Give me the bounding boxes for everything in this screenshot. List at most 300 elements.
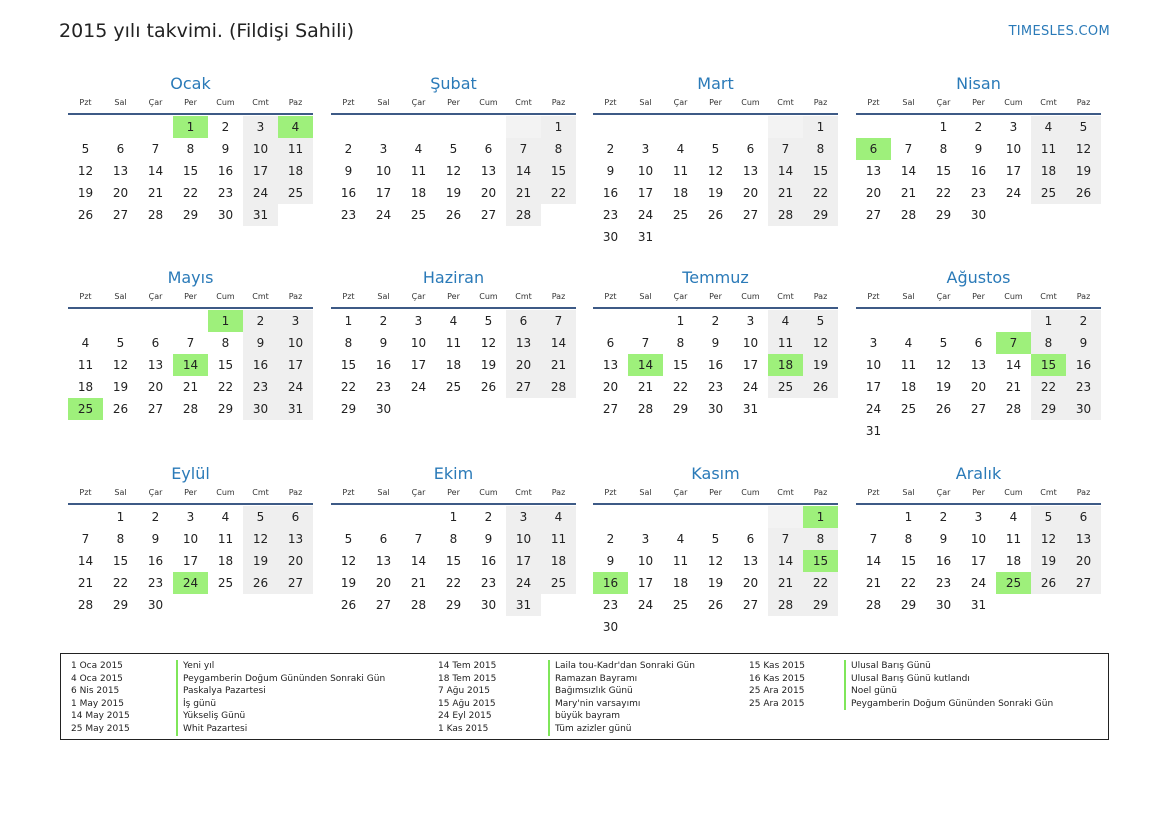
holiday-day-cell: 1 <box>208 310 243 332</box>
empty-cell <box>628 506 663 528</box>
day-cell: 4 <box>676 532 685 546</box>
day-cell: 8 <box>221 336 230 350</box>
weekday-label: Cmt <box>1040 292 1057 301</box>
day-cell: 10 <box>375 164 392 178</box>
weekday-label: Cum <box>1004 292 1023 301</box>
day-cell: 20 <box>506 354 541 376</box>
day-cell: 11 <box>900 358 917 372</box>
day-cell: 13 <box>970 358 987 372</box>
legend-date: 25 Ara 2015 <box>749 698 805 709</box>
day-cell: 29 <box>803 204 838 226</box>
day-cell: 25 <box>672 208 689 222</box>
weekday-label: Per <box>184 292 197 301</box>
day-cell: 12 <box>77 164 94 178</box>
day-cell: 13 <box>1066 528 1101 550</box>
holiday-day-cell: 15 <box>1031 354 1066 376</box>
day-cell: 17 <box>637 186 654 200</box>
day-cell: 10 <box>637 554 654 568</box>
day-cell: 4 <box>768 310 803 332</box>
day-cell: 3 <box>243 116 278 138</box>
day-cell: 21 <box>182 380 199 394</box>
weekday-label: Cmt <box>515 488 532 497</box>
empty-cell <box>698 506 733 528</box>
day-cell: 28 <box>541 376 576 398</box>
day-cell: 20 <box>480 186 497 200</box>
legend-dates-col-1 <box>71 660 130 736</box>
day-cell: 30 <box>147 598 164 612</box>
day-cell: 11 <box>410 164 427 178</box>
weekday-label: Çar <box>936 488 951 497</box>
day-cell: 19 <box>112 380 129 394</box>
day-cell: 5 <box>81 142 90 156</box>
day-cell: 1 <box>676 314 685 328</box>
day-cell: 26 <box>1066 182 1101 204</box>
weekday-label: Per <box>709 292 722 301</box>
empty-cell <box>173 310 208 332</box>
month-7 <box>593 266 838 420</box>
weekday-label: Paz <box>1076 488 1091 497</box>
weekday-label: Pzt <box>604 98 617 107</box>
weekday-label: Sal <box>902 98 915 107</box>
weekday-label: Pzt <box>867 488 880 497</box>
holiday-day-cell: 1 <box>803 506 838 528</box>
day-cell: 22 <box>900 576 917 590</box>
legend-holiday-name: Yükseliş Günü <box>176 710 385 723</box>
legend-holiday-name: Peygamberin Doğum Gününden Sonraki Gün <box>844 698 1053 711</box>
day-cell: 16 <box>243 354 278 376</box>
weekday-label: Per <box>447 98 460 107</box>
day-cell: 2 <box>711 314 720 328</box>
weekday-label: Cum <box>479 292 498 301</box>
day-cell: 5 <box>449 142 458 156</box>
weekday-label: Sal <box>377 292 390 301</box>
day-cell: 13 <box>742 164 759 178</box>
day-cell: 19 <box>77 186 94 200</box>
month-10 <box>331 462 576 616</box>
day-cell: 26 <box>77 208 94 222</box>
header-divider <box>593 503 838 505</box>
empty-cell <box>856 116 891 138</box>
day-cell: 14 <box>410 554 427 568</box>
day-cell: 6 <box>746 532 755 546</box>
weekday-label: Çar <box>148 98 163 107</box>
day-cell: 30 <box>375 402 392 416</box>
weekday-label: Çar <box>936 98 951 107</box>
holiday-day-cell: 18 <box>768 354 803 376</box>
day-cell: 24 <box>742 380 759 394</box>
day-cell: 20 <box>865 186 882 200</box>
day-cell: 26 <box>340 598 357 612</box>
day-cell: 7 <box>414 532 423 546</box>
weekday-label: Pzt <box>342 98 355 107</box>
day-cell: 24 <box>865 402 882 416</box>
weekday-label: Sal <box>639 292 652 301</box>
weekday-label: Çar <box>411 98 426 107</box>
weekday-label: Sal <box>639 488 652 497</box>
day-cell: 27 <box>375 598 392 612</box>
day-cell: 6 <box>151 336 160 350</box>
legend-names-col-1 <box>176 660 385 736</box>
day-cell: 23 <box>1066 376 1101 398</box>
day-cell: 3 <box>1009 120 1018 134</box>
day-grid <box>593 116 838 248</box>
legend-date: 1 May 2015 <box>71 698 124 709</box>
day-cell: 1 <box>116 510 125 524</box>
day-cell: 23 <box>602 208 619 222</box>
day-grid <box>331 116 576 226</box>
day-cell: 13 <box>112 164 129 178</box>
day-cell: 30 <box>1066 398 1101 420</box>
day-cell: 19 <box>340 576 357 590</box>
day-cell: 9 <box>711 336 720 350</box>
weekday-label: Pzt <box>867 98 880 107</box>
day-cell: 2 <box>1066 310 1101 332</box>
day-cell: 9 <box>344 164 353 178</box>
day-cell: 16 <box>217 164 234 178</box>
day-cell: 17 <box>506 550 541 572</box>
day-cell: 10 <box>637 164 654 178</box>
day-cell: 10 <box>970 532 987 546</box>
month-name: Temmuz <box>682 268 749 287</box>
weekday-header <box>593 290 838 304</box>
day-cell: 8 <box>803 528 838 550</box>
day-cell: 7 <box>768 528 803 550</box>
day-cell: 12 <box>243 528 278 550</box>
day-cell: 27 <box>506 376 541 398</box>
weekday-label: Cum <box>741 292 760 301</box>
day-cell: 1 <box>904 510 913 524</box>
month-name: Haziran <box>422 268 485 287</box>
day-cell: 19 <box>480 358 497 372</box>
day-cell: 9 <box>379 336 388 350</box>
day-cell: 26 <box>803 376 838 398</box>
empty-cell <box>401 116 436 138</box>
day-cell: 3 <box>186 510 195 524</box>
day-cell: 15 <box>803 160 838 182</box>
day-cell: 23 <box>602 598 619 612</box>
legend-holiday-name: Mary'nin varsayımı <box>548 698 695 711</box>
day-cell: 20 <box>375 576 392 590</box>
day-cell: 18 <box>445 358 462 372</box>
day-cell: 7 <box>904 142 913 156</box>
day-cell: 17 <box>742 358 759 372</box>
day-cell: 25 <box>410 208 427 222</box>
legend-date: 1 Kas 2015 <box>438 723 489 734</box>
empty-cell <box>138 116 173 138</box>
month-2 <box>331 72 576 226</box>
day-cell: 6 <box>1066 506 1101 528</box>
day-cell: 2 <box>243 310 278 332</box>
day-cell: 25 <box>768 376 803 398</box>
day-cell: 11 <box>278 138 313 160</box>
day-cell: 27 <box>480 208 497 222</box>
day-cell: 29 <box>340 402 357 416</box>
day-cell: 7 <box>151 142 160 156</box>
day-cell: 14 <box>147 164 164 178</box>
weekday-label: Per <box>447 488 460 497</box>
day-cell: 6 <box>746 142 755 156</box>
day-cell: 29 <box>900 598 917 612</box>
day-cell: 11 <box>672 164 689 178</box>
weekday-label: Çar <box>673 292 688 301</box>
site-link[interactable]: TIMESLES.COM <box>1008 24 1110 39</box>
weekday-label: Cmt <box>777 488 794 497</box>
day-cell: 19 <box>707 576 724 590</box>
weekday-label: Per <box>709 98 722 107</box>
weekday-label: Cum <box>741 488 760 497</box>
day-cell: 22 <box>340 380 357 394</box>
legend-date: 14 Tem 2015 <box>438 661 497 671</box>
empty-cell <box>996 310 1031 332</box>
weekday-label: Pzt <box>342 488 355 497</box>
day-cell: 2 <box>379 314 388 328</box>
day-cell: 19 <box>1066 160 1101 182</box>
day-cell: 24 <box>410 380 427 394</box>
day-cell: 22 <box>445 576 462 590</box>
day-cell: 8 <box>939 142 948 156</box>
day-cell: 9 <box>939 532 948 546</box>
day-cell: 8 <box>116 532 125 546</box>
month-8 <box>856 266 1101 442</box>
weekday-label: Pzt <box>604 488 617 497</box>
day-cell: 3 <box>869 336 878 350</box>
day-cell: 15 <box>900 554 917 568</box>
legend-holiday-name: Bağımsızlık Günü <box>548 685 695 698</box>
day-cell: 30 <box>707 402 724 416</box>
day-cell: 15 <box>217 358 234 372</box>
day-grid <box>856 506 1101 616</box>
empty-cell <box>506 116 541 138</box>
day-cell: 2 <box>344 142 353 156</box>
legend-date: 14 May 2015 <box>71 711 130 722</box>
weekday-header <box>593 486 838 500</box>
day-cell: 19 <box>707 186 724 200</box>
legend-holiday-name: Ulusal Barış Günü <box>844 660 1053 673</box>
day-cell: 29 <box>182 208 199 222</box>
day-cell: 30 <box>970 208 987 222</box>
day-cell: 30 <box>243 398 278 420</box>
day-grid <box>856 116 1101 226</box>
day-cell: 16 <box>602 186 619 200</box>
holiday-day-cell: 14 <box>173 354 208 376</box>
weekday-label: Pzt <box>79 292 92 301</box>
day-cell: 13 <box>742 554 759 568</box>
weekday-label: Cum <box>479 488 498 497</box>
empty-cell <box>593 506 628 528</box>
day-cell: 18 <box>1005 554 1022 568</box>
day-cell: 12 <box>112 358 129 372</box>
weekday-header <box>68 96 313 110</box>
weekday-label: Cum <box>1004 488 1023 497</box>
month-5 <box>68 266 313 420</box>
day-cell: 18 <box>77 380 94 394</box>
day-cell: 8 <box>676 336 685 350</box>
empty-cell <box>628 116 663 138</box>
legend-date: 16 Kas 2015 <box>749 673 806 684</box>
holiday-day-cell: 14 <box>628 354 663 376</box>
day-cell: 28 <box>410 598 427 612</box>
day-cell: 12 <box>1066 138 1101 160</box>
day-cell: 8 <box>1031 332 1066 354</box>
day-cell: 10 <box>182 532 199 546</box>
empty-cell <box>961 310 996 332</box>
weekday-label: Cmt <box>252 292 269 301</box>
weekday-label: Cum <box>479 98 498 107</box>
day-cell: 20 <box>742 576 759 590</box>
day-cell: 25 <box>1031 182 1066 204</box>
legend-holiday-name: Yeni yıl <box>176 660 385 673</box>
day-cell: 23 <box>970 186 987 200</box>
day-cell: 14 <box>865 554 882 568</box>
day-cell: 25 <box>900 402 917 416</box>
day-cell: 26 <box>707 598 724 612</box>
empty-cell <box>856 506 891 528</box>
empty-cell <box>891 116 926 138</box>
day-cell: 21 <box>541 354 576 376</box>
weekday-label: Per <box>447 292 460 301</box>
day-cell: 9 <box>606 554 615 568</box>
weekday-label: Per <box>184 488 197 497</box>
day-cell: 14 <box>768 160 803 182</box>
empty-cell <box>68 310 103 332</box>
day-cell: 12 <box>1031 528 1066 550</box>
day-cell: 31 <box>970 598 987 612</box>
day-grid <box>593 310 838 420</box>
empty-cell <box>698 116 733 138</box>
day-cell: 27 <box>970 402 987 416</box>
day-cell: 17 <box>243 160 278 182</box>
day-cell: 13 <box>865 164 882 178</box>
day-cell: 21 <box>1005 380 1022 394</box>
day-cell: 5 <box>939 336 948 350</box>
empty-cell <box>768 506 803 528</box>
day-cell: 15 <box>340 358 357 372</box>
day-cell: 4 <box>541 506 576 528</box>
day-cell: 18 <box>900 380 917 394</box>
legend-holiday-name: Peygamberin Doğum Gününden Sonraki Gün <box>176 673 385 686</box>
day-grid <box>331 310 576 420</box>
weekday-label: Cmt <box>252 98 269 107</box>
month-name: Şubat <box>430 74 477 93</box>
month-1 <box>68 72 313 226</box>
legend-date: 15 Kas 2015 <box>749 661 806 671</box>
day-cell: 28 <box>77 598 94 612</box>
day-cell: 22 <box>803 182 838 204</box>
weekday-label: Per <box>972 292 985 301</box>
weekday-label: Cmt <box>515 98 532 107</box>
header-divider <box>68 307 313 309</box>
month-name: Nisan <box>956 74 1001 93</box>
weekday-label: Paz <box>551 98 566 107</box>
weekday-label: Paz <box>1076 98 1091 107</box>
month-name: Mart <box>697 74 734 93</box>
day-cell: 14 <box>541 332 576 354</box>
day-cell: 15 <box>672 358 689 372</box>
day-cell: 28 <box>900 208 917 222</box>
empty-cell <box>628 310 663 332</box>
weekday-label: Paz <box>551 292 566 301</box>
empty-cell <box>366 506 401 528</box>
empty-cell <box>331 116 366 138</box>
day-cell: 26 <box>480 380 497 394</box>
day-cell: 21 <box>506 182 541 204</box>
weekday-label: Paz <box>813 292 828 301</box>
day-cell: 18 <box>672 186 689 200</box>
day-cell: 23 <box>935 576 952 590</box>
month-name: Eylül <box>171 464 210 483</box>
day-cell: 8 <box>803 138 838 160</box>
day-cell: 11 <box>1005 532 1022 546</box>
day-cell: 9 <box>221 142 230 156</box>
day-cell: 19 <box>1031 550 1066 572</box>
month-name: Aralık <box>955 464 1002 483</box>
month-9 <box>68 462 313 616</box>
day-cell: 25 <box>217 576 234 590</box>
day-cell: 24 <box>970 576 987 590</box>
day-cell: 6 <box>379 532 388 546</box>
empty-cell <box>593 310 628 332</box>
weekday-label: Paz <box>1076 292 1091 301</box>
day-cell: 3 <box>641 532 650 546</box>
day-cell: 27 <box>112 208 129 222</box>
empty-cell <box>401 506 436 528</box>
holiday-legend <box>60 653 1109 740</box>
day-grid <box>331 506 576 616</box>
legend-holiday-name: Ulusal Barış Günü kutlandı <box>844 673 1053 686</box>
day-cell: 28 <box>506 204 541 226</box>
day-cell: 16 <box>935 554 952 568</box>
empty-cell <box>663 506 698 528</box>
day-cell: 7 <box>186 336 195 350</box>
day-cell: 3 <box>414 314 423 328</box>
day-cell: 7 <box>869 532 878 546</box>
day-cell: 15 <box>935 164 952 178</box>
day-cell: 31 <box>278 398 313 420</box>
day-cell: 4 <box>904 336 913 350</box>
day-cell: 16 <box>147 554 164 568</box>
day-cell: 27 <box>602 402 619 416</box>
day-cell: 20 <box>970 380 987 394</box>
empty-cell <box>768 116 803 138</box>
weekday-label: Pzt <box>604 292 617 301</box>
day-cell: 21 <box>900 186 917 200</box>
weekday-label: Pzt <box>342 292 355 301</box>
weekday-label: Sal <box>114 98 127 107</box>
day-cell: 7 <box>641 336 650 350</box>
day-cell: 28 <box>768 204 803 226</box>
weekday-label: Sal <box>377 98 390 107</box>
day-cell: 28 <box>768 594 803 616</box>
weekday-label: Sal <box>639 98 652 107</box>
weekday-header <box>856 96 1101 110</box>
legend-date: 25 Ara 2015 <box>749 686 805 697</box>
day-cell: 17 <box>182 554 199 568</box>
day-cell: 31 <box>506 594 541 616</box>
legend-date: 4 Oca 2015 <box>71 673 123 684</box>
weekday-header <box>68 486 313 500</box>
day-cell: 14 <box>768 550 803 572</box>
weekday-label: Çar <box>148 292 163 301</box>
weekday-label: Cum <box>216 292 235 301</box>
day-grid <box>593 506 838 638</box>
day-cell: 24 <box>637 208 654 222</box>
weekday-header <box>856 290 1101 304</box>
day-cell: 12 <box>707 164 724 178</box>
day-cell: 17 <box>1005 164 1022 178</box>
day-cell: 22 <box>803 572 838 594</box>
day-cell: 9 <box>606 164 615 178</box>
header-divider <box>68 503 313 505</box>
